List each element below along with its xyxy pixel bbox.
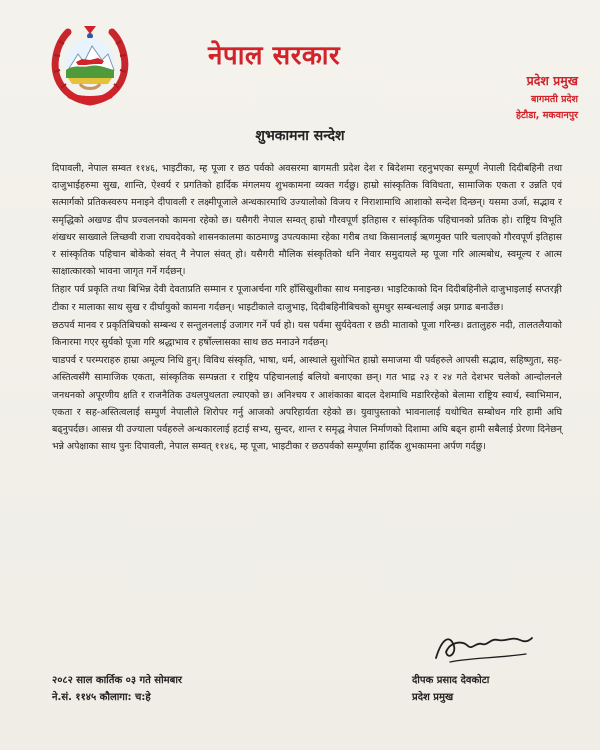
signatory-block: [412, 672, 489, 706]
office-title: प्रदेश प्रमुख: [526, 73, 578, 88]
signer-title: प्रदेश प्रमुख: [412, 692, 454, 703]
office-block: [516, 72, 578, 121]
document-title: शुभकामना सन्देश: [255, 128, 345, 144]
message-body: [52, 160, 562, 456]
paragraph: छठपर्व मानव र प्रकृतिबिचको सम्बन्ध र सन्तुलनलाई उजागर गर्ने पर्व हो। यस पर्वमा सुर्यदेवता र छठी माताको पूजा गरिन्छ। व्रतालुहरु नदी, तालतलैयाको किनारमा गएर सुर्यको पूजा गरि श्रद्धाभाव र हर्षोल्लासका साथ छठ मनाउने गर्दछन्।: [52, 319, 562, 349]
date-block: [52, 672, 182, 706]
handwritten-signature-icon: [428, 628, 538, 668]
paragraph: चाडपर्व र परम्पराहरु हाम्रा अमूल्य निधि हुन्। विविध संस्कृति, भाषा, धर्म, आस्थाले सुशोभित हाम्रो समाजमा यी पर्वहरुले आपसी सद्भाव, सहिष्णुता, सह-अस्तित्वसँगै सामाजिक एकता, सांस्कृतिक सम्पन्नता र राष्ट्रिय पहिचानलाई बलियो बनाएका छन्। गत भाद्र २३ र २४ गते देशभर चलेको आन्दोलनले जनधनको अपूरणीय क्षति र राजनैतिक उथलपुथलता ल्याएको छ। अनिश्चय र आशंकाका बादल देशमाथि मडारिरहेको बेलामा राष्ट्रिय स्वार्थ, स्वाभिमान, एकता र सह-अस्तित्वलाई सम्पुर्ण नेपालीले शिरोपर गर्नु आजको अपरिहार्यता रहेको छ। युवापुस्ताको भावनालाई यथोचित सम्बोधन गरि हामी अघि बढ्नुपर्दछ। आसन्न यी उज्याला पर्वहरुले अन्धकारलाई हटाई सभ्य, सुन्दर, शान्त र समृद्ध नेपाल निर्माणको दिशामा अघि बढ्न हामी सबैलाई प्रेरणा दिनेछन् भन्ने अपेक्षाका साथ पुनः दिपावली, नेपाल सम्वत् ११४६, म्ह पूजा, भाइटीका र छठपर्वको सम्पूर्णमा हार्दिक शुभकामना अर्पण गर्दछु।: [52, 355, 562, 453]
nepal-coat-of-arms-icon: [50, 24, 130, 106]
date-ns: ने.सं. ११४५ कौलागा: च:हे: [52, 692, 151, 703]
paragraph: तिहार पर्व प्रकृति तथा बिभिन्न देवी देवताप्रति सम्मान र पूजाअर्चना गरि हाँसिखुशीका साथ मनाइन्छ। भाइटिकाको दिन दिदीबहिनीले दाजुभाइलाई सप्तरङ्गी टीका र मालाका साथ सुख र दीर्घायुको कामना गर्दछन्। भाइटीकाले दाजुभाइ, दिदीबहिनीबिचको सुमधुर सम्बन्धलाई अझ प्रगाढ बनाउँछ।: [52, 284, 562, 313]
government-title: नेपाल सरकार: [208, 41, 341, 71]
signer-name: दीपक प्रसाद देवकोटा: [412, 675, 490, 686]
date-bs: २०८२ साल कार्तिक ०३ गते सोमबार: [52, 675, 183, 686]
paragraph: दिपावली, नेपाल सम्वत ११४६, भाइटीका, म्ह पूजा र छठ पर्वको अवसरमा बागमती प्रदेश देश र बिदेशमा रहनुभएका सम्पूर्ण नेपाली दिदीबहिनी तथा दाजुभाईहरुमा सुख, शान्ति, ऐश्वर्य र प्रगतिको हार्दिक मंगलमय शुभकामना व्यक्त गर्दछु। हाम्रो सांस्कृतिक विविधता, सामाजिक एकता र उन्नति एवं सत्मार्गको प्रतिकस्वरुप मनाइने दीपावली र लक्ष्मीपूजाले अन्धकारमाथि उज्यालोको विजय र निराशामाथि आशाको सन्देश दिन्छन्। यसमा उर्जा, सद्भाव र समृद्धिको अखण्ड दीप प्रज्वलनको कामना रहेको छ। यसैगरी नेपाल सम्वत् हाम्रो गौरवपूर्ण इतिहास र सांस्कृतिक पहिचानको प्रतिक हो। राष्ट्रिय विभूति शंखधर साख्वाले लिच्छवी राजा राघवदेवको शासनकालमा काठमाण्डु उपत्यकामा रहेका गरीब तथा किसानलाई ऋणमुक्त पारि चलाएको गौरवपूर्ण इतिहास र सांस्कृतिक पहिचान बोकेको संवत् नै नेपाल संवत् हो। यसैगरी मौलिक संस्कृतिको धनि नेवार समुदायले म्ह पूजा गरि आत्मबोध, स्वमूल्य र आत्म साक्षात्कारको भावना जागृत गर्ने गर्दछन्।: [52, 163, 562, 278]
office-province: बागमती प्रदेश: [530, 94, 578, 105]
office-location: हेटौडा, मकवानपुर: [515, 110, 578, 121]
